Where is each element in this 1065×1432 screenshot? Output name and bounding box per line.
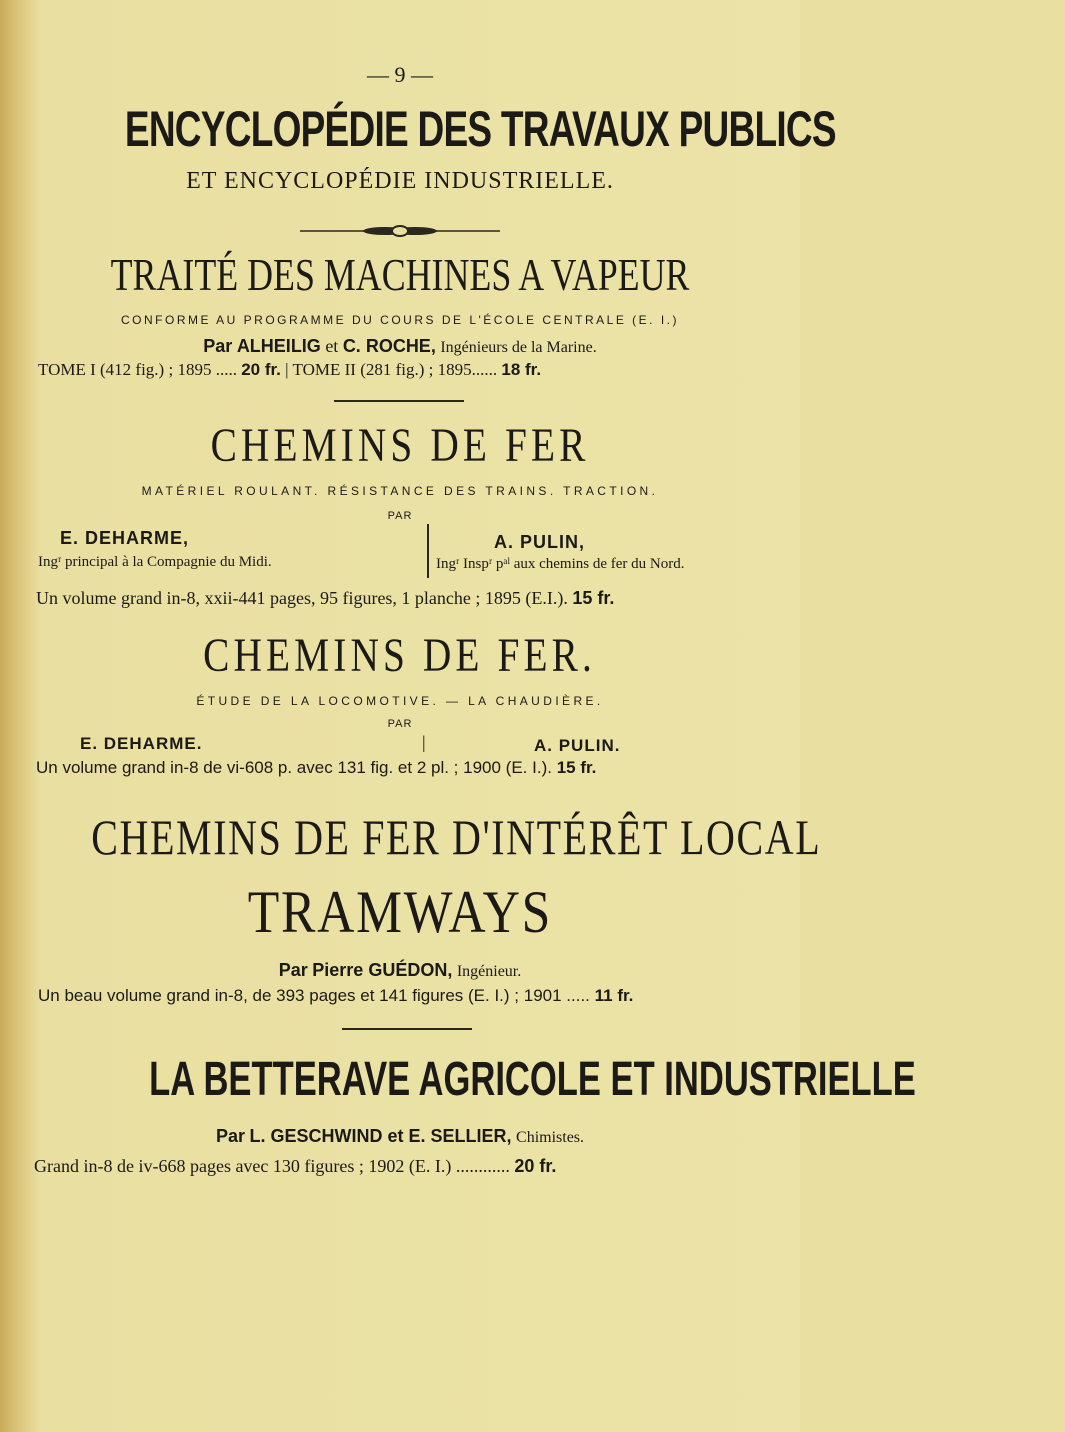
entry4-title: CHEMINS DE FER D'INTÉRÊT LOCAL [91, 809, 822, 865]
entry3-par: PAR [387, 718, 413, 730]
entry4-authors: Par Pierre GUÉDON, Ingénieur. [278, 960, 522, 980]
entry2-role-right: Ingʳ Inspʳ pᵃˡ aux chemins de fer du Nord. [436, 556, 685, 572]
entry3-details: Un volume grand in-8 de vi-608 p. avec 131 fig. et 2 pl. ; 1900 (E. I.). 15 fr. [36, 758, 597, 777]
series-title: ENCYCLOPÉDIE DES TRAVAUX PUBLICS [124, 101, 836, 157]
entry5-authors: Par L. GESCHWIND et E. SELLIER, Chimistes. [215, 1126, 585, 1146]
entry3-author-left: E. DEHARME. [80, 734, 203, 753]
entry3-subtitle: ÉTUDE DE LA LOCOMOTIVE. — LA CHAUDIÈRE. [196, 694, 604, 708]
entry2-title: CHEMINS DE FER [210, 419, 590, 472]
entry2-author-right: A. PULIN, [494, 532, 586, 552]
entry4-details: Un beau volume grand in-8, de 393 pages et 141 figures (E. I.) ; 1901 ..... 11 fr. [38, 986, 634, 1005]
divider-rule [334, 400, 464, 402]
entry3-author-right: A. PULIN. [534, 736, 621, 755]
entry3-title: CHEMINS DE FER. [203, 629, 597, 682]
entry2-author-left: E. DEHARME, [60, 528, 190, 548]
entry4-title2: TRAMWAYS [247, 879, 553, 945]
ornament-divider [300, 224, 500, 238]
entry2-par: PAR [387, 510, 413, 522]
entry5-details: Grand in-8 de iv-668 pages avec 130 figures ; 1902 (E. I.) ............ 20 fr. [34, 1156, 557, 1176]
authors-column-divider [427, 524, 429, 578]
entry1-conformity: CONFORME AU PROGRAMME DU COURS DE L'ÉCOLE CENTRALE (E. I.) [120, 313, 679, 327]
entry2-subtitle: MATÉRIEL ROULANT. RÉSISTANCE DES TRAINS. TRACTION. [141, 484, 659, 498]
entry1-tome1: TOME I (412 fig.) ; 1895 ..... 20 fr. | TOME II (281 fig.) ; 1895...... 18 fr. [38, 360, 542, 379]
entry1-authors: Par ALHEILIG et C. ROCHE, Ingénieurs de la Marine. [203, 336, 597, 356]
entry2-details: Un volume grand in-8, xxii-441 pages, 95 figures, 1 planche ; 1895 (E.I.). 15 fr. [36, 588, 615, 608]
divider-rule-2 [342, 1028, 472, 1030]
page-number: — 9 — [367, 62, 433, 87]
entry2-role-left: Ingʳ principal à la Compagnie du Midi. [38, 554, 272, 570]
entry3-separator: | [422, 732, 426, 752]
series-subtitle: ET ENCYCLOPÉDIE INDUSTRIELLE. [186, 168, 614, 194]
entry1-title: TRAITÉ DES MACHINES A VAPEUR [110, 249, 690, 300]
entry5-title: LA BETTERAVE AGRICOLE ET INDUSTRIELLE [149, 1053, 916, 1106]
